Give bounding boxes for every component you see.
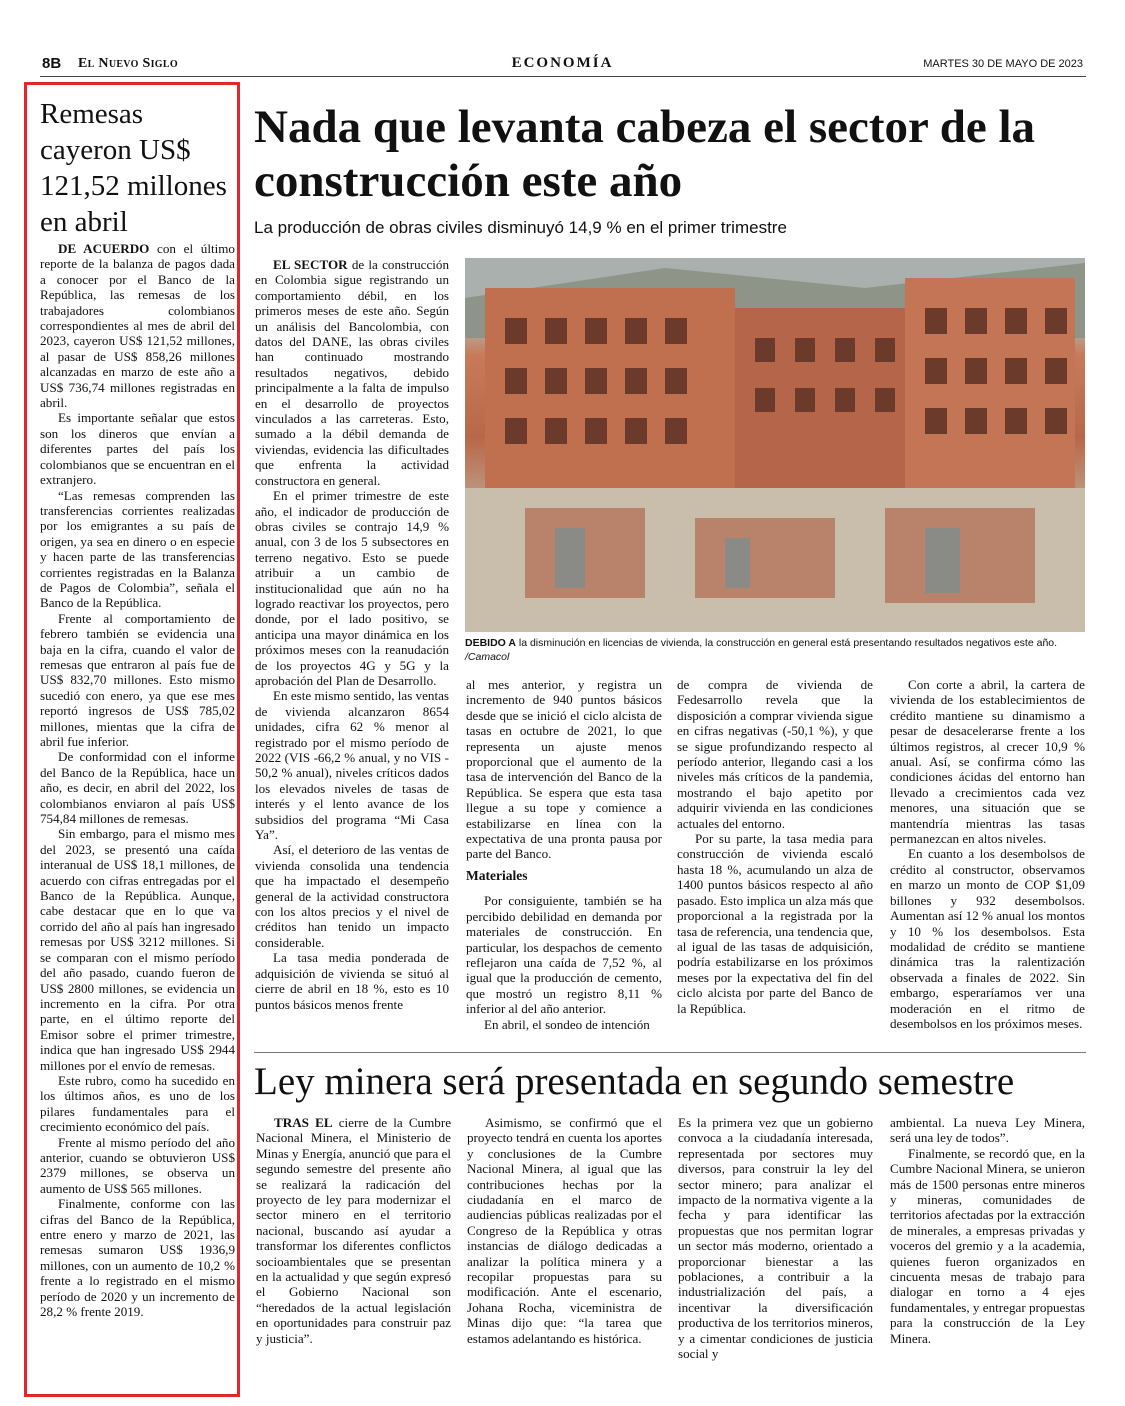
- main-column-1: [255, 257, 449, 1012]
- construction-photo: [465, 258, 1085, 632]
- second-column-4: [890, 1115, 1085, 1346]
- main-paragraph: al mes anterior, y registra un incremento de 940 puntos básicos desde que se inició el ciclo alcista de tasas en octubre de 2021, lo que representa un ajuste menos proporcional que el aumento de la tasa de intervención del Banco de la República. Se espera que esta tasa llegue a su tope y comience a estabilizarse en línea con la expectativa de una pronta pausa por parte del Banco.: [466, 677, 662, 862]
- second-paragraph: Es la primera vez que un gobierno convoca a la ciudadanía interesada, representada por sectores muy diversos, para construir la ley del sector minero; para analizar el impacto de la normativa vigente a la fecha y para identificar las propuestas que nos permitan lograr un sector más moderno, orientado a proporcionar bienestar a las poblaciones, a contribuir a la industrialización del país, a incentivar la diversificación productiva de los territorios mineros, y a cimentar condiciones de justicia social y: [678, 1115, 873, 1362]
- sidebar-body: [40, 241, 235, 1319]
- main-paragraph: de compra de vivienda de Fedesarrollo revela que la disposición a comprar vivienda sigue en cifras negativas (-50,1 %), y que se sigue profundizando respecto al período anterior, llegando casi a los niveles más críticos de la pandemia, mostrando el bajo apetito por adquirir vivienda en las condiciones actuales del entorno.: [677, 677, 873, 831]
- photo-caption: [465, 636, 1085, 664]
- sidebar-text: con el último reporte de la balanza de pagos dada a conocer por el Banco de la República, las remesas de los trabajadores colombianos correspondientes al mes de abril del 2023, cayeron US$ 121,52 millones, al pasar de US$ 858,26 millones alcanzadas en marzo de este año a US$ 736,74 millones registradas en abril.: [40, 241, 235, 411]
- main-column-4: [890, 677, 1085, 1031]
- article-divider: [254, 1052, 1086, 1053]
- second-headline: Ley minera será presentada en segundo semestre: [254, 1060, 1015, 1103]
- second-paragraph: ambiental. La nueva Ley Minera, será una ley de todos”.: [890, 1115, 1085, 1146]
- newspaper-name: El Nuevo Siglo: [78, 56, 178, 71]
- sidebar-paragraph: “Las remesas comprenden las transferencias corrientes realizadas por los emigrantes a su país de origen, ya sea en dinero o en especie y hacen parte de las transferencias corrientes registradas en la Balanza de Pagos de Colombia”, señala el Banco de la República.: [40, 487, 235, 611]
- sidebar-headline: Remesas cayeron US$ 121,52 millones en abril: [40, 98, 227, 238]
- sidebar-paragraph: Es importante señalar que estos son los dineros que envían a diferentes partes del país los colombianos que se encuentran en el extranjero.: [40, 410, 235, 488]
- main-paragraph: En cuanto a los desembolsos de crédito al constructor, observamos en marzo un monto de COP $1,09 billones y 932 desembolsos. Aumentan así 12 % anual los montos y 10 % los desembolsos. Esta modalidad de crédito se mantiene dinámica tras la ralentización observada a finales de 2022. Sin embargo, esperaríamos ver una moderación en el ritmo de desembolsos en los próximos meses.: [890, 846, 1085, 1031]
- main-paragraph: Con corte a abril, la cartera de vivienda de los establecimientos de crédito mantiene su dinamismo a pesar de desacelerarse frente a los últimos registros, al crecer 10,9 % anual. Así, se confirma cómo las condiciones ácidas del entorno han llevado a crecimientos cada vez menores, una situación que se mantendría mientras las tasas permanezcan en altos niveles.: [890, 677, 1085, 847]
- page-number: 8B: [42, 55, 62, 72]
- second-column-2: [467, 1115, 662, 1346]
- sidebar-paragraph: Frente al comportamiento de febrero también se evidencia una baja en la cifra, cuando el valor de remesas que entraron al país fue de US$ 832,70 millones. Esto mismo sucedió con enero, ya que ese mes reportó ingresos de US$ 785,02 millones, mientas que la cifra de abril fue inferior.: [40, 610, 235, 749]
- main-paragraph: [255, 257, 449, 488]
- materials-subtitle: Materiales: [466, 867, 528, 883]
- main-column-2: [466, 677, 662, 1032]
- sidebar-paragraph: Finalmente, conforme con las cifras del Banco de la República, entre enero y marzo de 2021, las remesas sumaron US$ 1936,9 millones, con un aumento de 10,2 % frente a lo registrado en el mismo período de 2020 y un incremento de 28,2 % frente 2019.: [40, 1196, 235, 1320]
- second-column-1: [256, 1115, 451, 1346]
- main-paragraph: La tasa media ponderada de adquisición de vivienda se situó al cierre de abril en 18 %, esto es 10 puntos básicos menos frente: [255, 950, 449, 1012]
- caption-text: la disminución en licencias de vivienda, la construcción en general está presentando resultados negativos este año.: [518, 637, 1058, 649]
- sidebar-paragraph: De conformidad con el informe del Banco de la República, hace un año, es decir, en abril del 2022, los colombianos enviaron al país US$ 754,84 millones de remesas.: [40, 749, 235, 827]
- header-rule: [40, 76, 1086, 77]
- main-paragraph: En este mismo sentido, las ventas de vivienda alcanzaron 8654 unidades, cifra 62 % menor al registrado por el mismo período de 2022 (VIS -66,2 % anual, y no VIS - 50,2 % anual), niveles críticos dados los elevados niveles de tasas de interés y el lento avance de los subsidios del programa “Mi Casa Ya”.: [255, 688, 450, 843]
- second-paragraph: [256, 1115, 451, 1346]
- main-text: de la construcción en Colombia sigue registrando un comportamiento débil, en los primeros meses de este año. Según un análisis del Bancolombia, con datos del DANE, las obras civiles han continuado mostrando resultados negativos, debido principalmente a la falta de impulso en el desarrollo de proyectos vinculados a las carreteras. Esto, sumado a la débil demanda de viviendas, evidencia las dificultades que enfrenta la actividad constructora en general.: [255, 257, 449, 488]
- caption-credit: /Camacol: [465, 651, 510, 663]
- sidebar-paragraph: [40, 241, 235, 410]
- main-lead: EL SECTOR: [273, 257, 348, 272]
- sidebar-paragraph: Frente al mismo período del año anterior, cuando se obtuvieron US$ 2379 millones, se observa un aumento de US$ 565 millones.: [40, 1134, 235, 1196]
- second-text: cierre de la Cumbre Nacional Minera, el Ministerio de Minas y Energía, anunció que para el segundo semestre del presente año se realizará la radicación del proyecto de ley para modernizar el sector minero en el territorio nacional, buscando así ayudar a transformar los diferentes conflictos socioambientales que se presentan en la actualidad y que según expresó el Gobierno Nacional son “heredados de la actual legislación en oportunidades para construir paz y justicia”.: [256, 1115, 452, 1346]
- sidebar-paragraph: Sin embargo, para el mismo mes del 2023, se presentó una caída interanual de US$ 18,1 millones, de acuerdo con cifras entregadas por el Banco de la República. Aunque, cabe destacar que en lo que va corrido del año al país han ingresado remesas por US$ 3212 millones. Si se comparan con el mismo período del año pasado, cuando fueron de US$ 2800 millones, se evidencia un incremento en la cifra. Por otra parte, en el último reporte del Emisor sobre el primer trimestre, indica que han ingresado US$ 2944 millones por el envío de remesas.: [40, 826, 235, 1073]
- section-title: ECONOMÍA: [511, 55, 614, 71]
- second-paragraph: Asimismo, se confirmó que el proyecto tendrá en cuenta los aportes y conclusiones de la Cumbre Nacional Minera, al igual que las contribuciones hechas por la ciudadanía en el marco de audiencias públicas realizadas por el Congreso de la República y otras instancias de diálogo dedicadas a analizar la política minera y a recopilar propuestas para su modificación. Ante el escenario, Johana Rocha, viceministra de Minas dijo que: “la tarea que estamos adelantando es histórica.: [467, 1115, 662, 1346]
- main-paragraph: En el primer trimestre de este año, el indicador de producción de obras civiles se contrajo 14,9 % anual, con 3 de los 5 subsectores en terreno negativo. Esto se puede atribuir a un cambio de institucionalidad que aún no ha logrado reactivar los proyectos, pero donde, por el lado positivo, se anticipa una mayor dinámica en los próximos meses con la reanudación de los proyectos 4G y 5G y la aprobación del Plan de Desarrollo.: [255, 488, 449, 688]
- sidebar-paragraph: Este rubro, como ha sucedido en los últimos años, es uno de los pilares fundamentales para el crecimiento económico del país.: [40, 1072, 235, 1135]
- main-headline: Nada que levanta cabeza el sector de la construcción este año: [254, 101, 1036, 207]
- main-column-3: [677, 677, 873, 1016]
- main-paragraph: En abril, el sondeo de intención: [484, 1016, 650, 1032]
- sidebar-lead: DE ACUERDO: [58, 241, 150, 256]
- main-paragraph: Así, el deterioro de las ventas de vivienda consolida una tendencia que ha impactado el desempeño general de la actividad constructora con los altos precios y el nivel de créditos han tenido un impacto considerable.: [255, 842, 449, 950]
- main-paragraph: Por su parte, la tasa media para construcción de vivienda escaló hasta 18 %, acumulando un alza de 1400 puntos básicos respecto al año pasado. Esto implica un alza más que proporcional a la registrada por la tasa de referencia, una tendencia que, al igual de las tasas de adquisición, podría estabilizarse en los próximos meses por la expectativa del fin del ciclo alcista por parte del Banco de la República.: [677, 831, 873, 1016]
- second-lead: TRAS EL: [274, 1115, 333, 1130]
- main-paragraph: Por consiguiente, también se ha percibido debilidad en demanda por materiales de construcción. En particular, los despachos de cemento reflejaron una caída de 7,52 %, al igual que la producción de cemento, que mostró un registro 8,11 % inferior al del año anterior.: [466, 893, 662, 1017]
- second-column-3: [678, 1115, 873, 1362]
- caption-lead: DEBIDO A: [465, 637, 516, 649]
- issue-date: MARTES 30 DE MAYO DE 2023: [923, 58, 1083, 70]
- second-paragraph: Finalmente, se recordó que, en la Cumbre Nacional Minera, se unieron más de 1500 personas entre mineros y mineras, comunidades de territorios afectadas por la extracción de minerales, a empresas privadas y voceros del gremio y a la academia, quienes fueron organizados en cincuenta mesas de trabajo para dialogar en torno a 4 ejes fundamentales, y entregar propuestas para la construcción de la Ley Minera.: [890, 1145, 1085, 1346]
- main-subhead: La producción de obras civiles disminuyó 14,9 % en el primer trimestre: [254, 218, 787, 237]
- construction-photo-illustration: [465, 258, 1085, 632]
